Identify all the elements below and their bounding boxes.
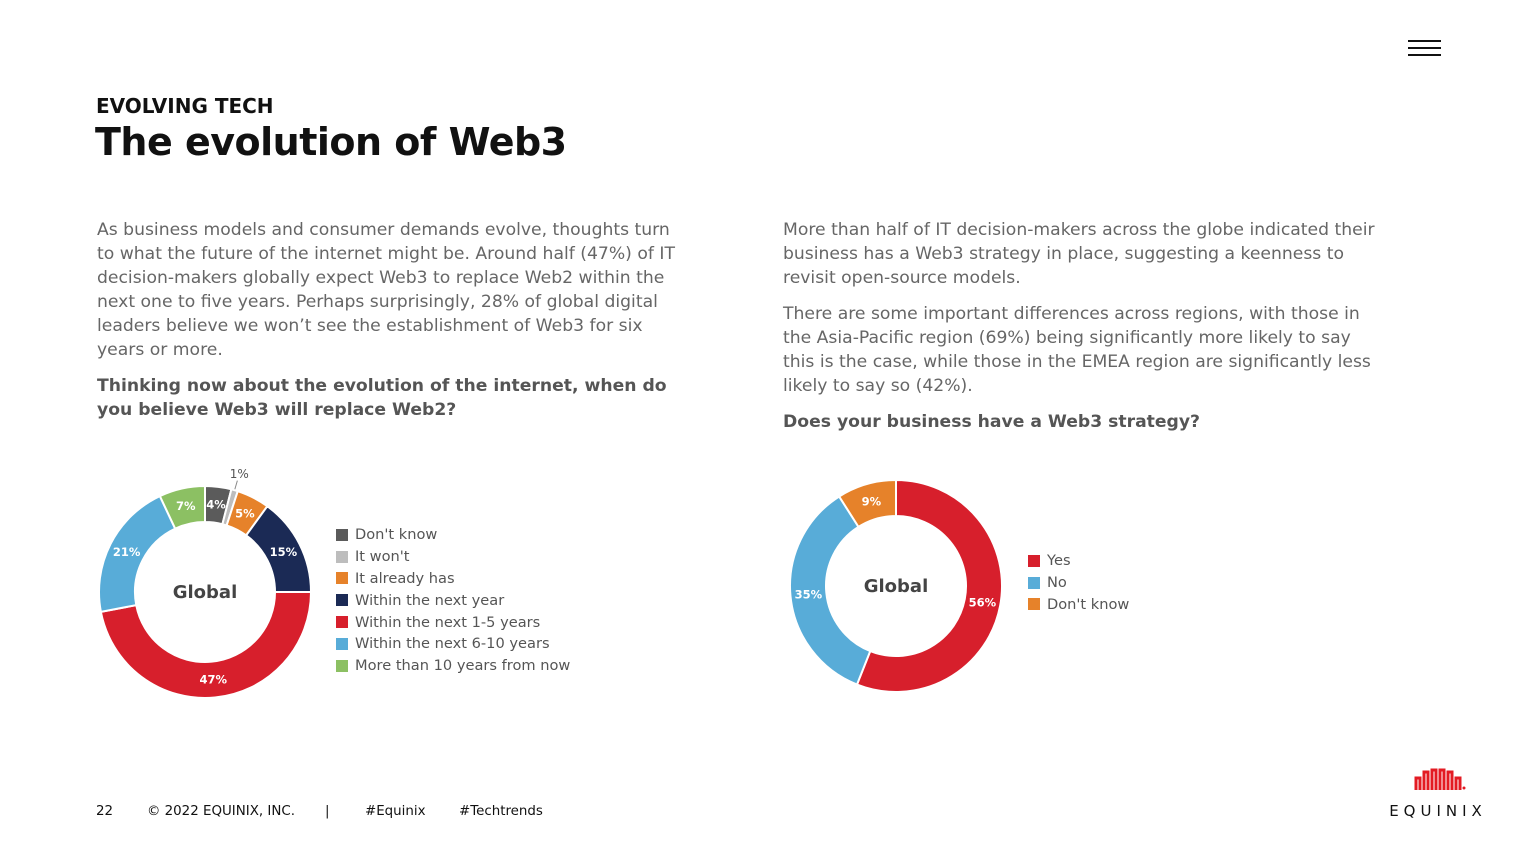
legend-item (336, 655, 570, 677)
right-column (783, 218, 1383, 434)
slice-label: 56% (968, 595, 997, 610)
section-eyebrow: EVOLVING TECH (96, 94, 274, 118)
slice-label: 47% (199, 672, 228, 687)
hashtag-techtrends[interactable]: #Techtrends (459, 804, 543, 819)
menu-bar (1408, 47, 1441, 49)
legend-item (336, 589, 570, 611)
legend-label: It won't (355, 548, 410, 566)
legend-item (336, 524, 570, 546)
legend-swatch (336, 529, 348, 541)
web3-replacement-donut-chart (90, 460, 322, 710)
footer-separator: | (325, 804, 330, 819)
legend-label: It already has (355, 569, 455, 587)
menu-icon[interactable] (1408, 40, 1441, 57)
legend-label: No (1047, 574, 1067, 592)
legend-label: More than 10 years from now (355, 657, 571, 675)
menu-bar (1408, 40, 1441, 42)
legend-item (336, 568, 570, 590)
legend-swatch (336, 551, 348, 563)
equinix-wordmark: EQUINIX (1389, 802, 1487, 820)
slice-label: 35% (794, 587, 823, 602)
right-question: Does your business have a Web3 strategy? (783, 412, 1201, 432)
page-title: The evolution of Web3 (95, 120, 567, 164)
legend-label: Yes (1047, 552, 1071, 570)
slice-label: 1% (229, 466, 249, 481)
slice-label: 5% (235, 506, 255, 521)
legend-item (336, 611, 570, 633)
donut-center-label: Global (863, 576, 929, 597)
web3-strategy-legend (1028, 550, 1129, 615)
right-paragraph-1: More than half of IT decision-makers across the globe indicated their business has a Web3 strategy in place, suggesting a keenness to revisit open-source models. (783, 220, 1375, 288)
slice-label: 21% (112, 545, 141, 560)
legend-swatch (1028, 577, 1040, 589)
legend-swatch (1028, 555, 1040, 567)
legend-item (336, 546, 570, 568)
legend-swatch (336, 660, 348, 672)
menu-bar (1408, 54, 1441, 56)
left-column (97, 218, 687, 422)
legend-item (336, 633, 570, 655)
left-question: Thinking now about the evolution of the internet, when do you believe Web3 will replace Web2? (97, 376, 667, 420)
slice-label: 15% (269, 545, 298, 560)
web3-replacement-legend (336, 524, 570, 677)
slice-label: 4% (206, 497, 226, 512)
legend-label: Within the next 1-5 years (355, 613, 541, 631)
legend-item (1028, 572, 1129, 594)
slice-label: 7% (176, 499, 196, 514)
copyright: © 2022 EQUINIX, INC. (147, 804, 295, 819)
web3-strategy-donut-chart (784, 474, 1008, 698)
legend-label: Don't know (355, 526, 438, 544)
legend-item (1028, 594, 1129, 616)
legend-label: Within the next year (355, 591, 505, 609)
legend-label: Don't know (1047, 595, 1130, 613)
label-leader-line (235, 481, 238, 490)
legend-swatch (336, 638, 348, 650)
legend-label: Within the next 6-10 years (355, 635, 550, 653)
left-paragraph: As business models and consumer demands evolve, thoughts turn to what the future of the internet might be. Around half (47%) of IT decision-makers globally expect Web3 to replace Web2 within the next one to five years. Perhaps surprisingly, 28% of global digital leaders believe we won’t see the establishment of Web3 for six years or more. (97, 220, 675, 360)
page-number: 22 (96, 804, 114, 819)
right-paragraph-2: There are some important differences across regions, with those in the Asia-Pacific region (69%) being significantly more likely to say this is the case, while those in the EMEA region are significantly less likely to say so (42%). (783, 304, 1371, 396)
legend-swatch (336, 594, 348, 606)
legend-swatch (336, 616, 348, 628)
legend-swatch (1028, 598, 1040, 610)
legend-item (1028, 550, 1129, 572)
donut-center-label: Global (172, 582, 238, 603)
legend-swatch (336, 572, 348, 584)
slice-label: 9% (861, 494, 882, 509)
hashtag-equinix[interactable]: #Equinix (365, 804, 426, 819)
